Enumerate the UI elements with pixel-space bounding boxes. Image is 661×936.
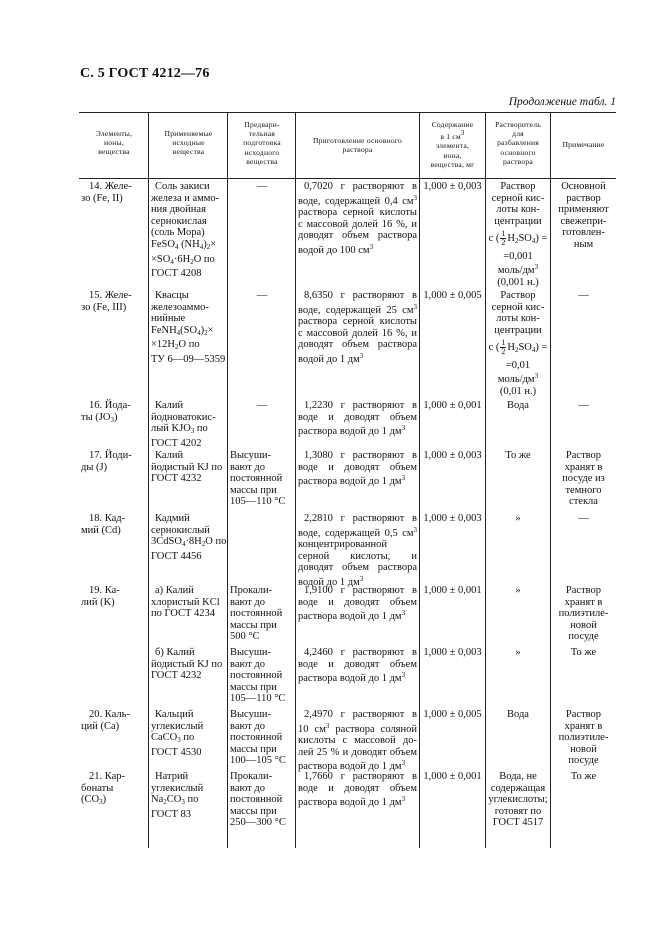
- source-substance: [151, 513, 227, 562]
- note-line: посуде: [568, 631, 599, 643]
- pretreatment-line: Высуши-: [230, 709, 272, 720]
- note-line: хранят в: [564, 461, 603, 473]
- pretreatment-line: постоянной: [230, 794, 283, 806]
- header-solvent: [487, 120, 549, 166]
- solvent-line: готовят по: [494, 805, 542, 817]
- solvent-line: лоты кон-: [496, 204, 540, 216]
- content-value: [421, 709, 484, 721]
- element-line: 16. Йода-: [89, 400, 131, 411]
- header-line: вещества: [172, 147, 205, 157]
- pretreatment-line: постоянной: [230, 670, 283, 682]
- preparation-line: 1,2230 г растворяют в: [304, 400, 417, 411]
- note: [552, 450, 615, 508]
- header-content: [421, 120, 484, 169]
- note: [552, 647, 615, 659]
- source-line: FeSO$_4$ $(NH_4)_2\times$: [151, 238, 217, 251]
- source-substance: [151, 181, 224, 280]
- pretreatment-line: вают до: [230, 720, 265, 732]
- source-line: ГОСТ 4232: [151, 473, 202, 485]
- content-line: 1,000 ± 0,003: [423, 181, 482, 192]
- preparation-line: 0,7020 г растворяют в: [304, 181, 417, 192]
- element-name: [81, 585, 145, 608]
- preparation-line: серной кислоты, и: [298, 550, 417, 562]
- preparation-line: 1,7660 г растворяют в: [304, 771, 417, 782]
- note-line: —: [578, 290, 589, 301]
- note: [552, 181, 615, 251]
- solvent-line: Раствор: [500, 290, 536, 301]
- source-line: б) Калий: [155, 647, 195, 658]
- preparation-line: воде и доводят объем: [298, 411, 417, 423]
- element-line: 14. Желе-: [89, 181, 132, 192]
- solvent-line: центрации: [494, 324, 542, 336]
- source-line: ГОСТ 4456: [151, 550, 202, 562]
- source-line: лый $KJO_3$ по: [151, 423, 208, 436]
- solvent: [487, 450, 549, 462]
- preparation-line: доводят объем раствора: [298, 562, 417, 574]
- pretreatment-line: постоянной: [230, 608, 283, 620]
- table-top-rule: [79, 112, 616, 113]
- concentration-formula: c ( $\frac{1}{2}$ $H_2SO_4$) =: [488, 229, 548, 248]
- content-value: [421, 181, 484, 193]
- solvent-line: »: [515, 513, 521, 524]
- source-line: CaCO$_3$ по: [151, 732, 195, 745]
- preparation: [298, 400, 417, 438]
- preparation-line: воде, содержащей 0,4 $см^3$: [298, 193, 417, 207]
- source-line: йодистый KJ по: [151, 658, 223, 670]
- note: [552, 709, 615, 767]
- pretreatment-line: массы при: [230, 484, 277, 496]
- note-line: —: [578, 400, 589, 411]
- column-divider: [550, 112, 551, 848]
- note-line: применяют: [558, 204, 609, 216]
- solvent-line: углекислоты;: [488, 794, 548, 806]
- column-divider: [419, 112, 420, 848]
- preparation-line: доводят объем раствора: [298, 230, 417, 242]
- source-substance: [151, 709, 224, 758]
- header-line: Примечание: [562, 140, 605, 149]
- solvent: [487, 771, 549, 829]
- source-line: ГОСТ 4208: [151, 268, 202, 280]
- solvent-line: Раствор: [500, 181, 536, 192]
- pretreatment: [230, 290, 294, 302]
- preparation-line: воде, содержащей 25 $см^3$: [298, 302, 417, 316]
- preparation-line: 10 $см^3$ раствора соляной: [298, 721, 417, 735]
- preparation-line: раствора водой до 1 $дм^3$: [298, 609, 406, 623]
- solvent-line: лоты кон-: [496, 313, 540, 325]
- element-line: $(CO_3)$: [81, 794, 107, 807]
- solvent: [487, 513, 549, 525]
- note-line: посуде из: [562, 473, 605, 485]
- header-source: [151, 129, 226, 157]
- pretreatment-line: Прокали-: [230, 771, 273, 782]
- content-line: 1,000 ± 0,005: [423, 709, 482, 720]
- header-line: в 1 $см^3$: [440, 129, 465, 142]
- note: [552, 513, 615, 525]
- source-line: нийные: [151, 313, 186, 325]
- header-line: для: [512, 129, 524, 139]
- preparation-line: водой до 1 $дм^3$: [298, 574, 364, 588]
- header-line: иона,: [443, 150, 462, 160]
- preparation-line: воде и доводят объем: [298, 596, 417, 608]
- source-line: (соль Мора): [151, 227, 205, 239]
- header-line: Применяемые: [164, 129, 213, 138]
- content-value: [421, 450, 484, 462]
- note-line: темного: [565, 484, 602, 496]
- pretreatment-line: 250—300 °С: [230, 817, 286, 829]
- solvent-line: Вода, не: [499, 771, 537, 782]
- pretreatment: [230, 647, 294, 705]
- table-continuation-label: Продолжение табл. 1: [508, 96, 616, 108]
- solvent: [487, 647, 549, 659]
- header-line: Содержание: [431, 120, 474, 129]
- pretreatment-line: вают до: [230, 461, 265, 473]
- solvent-line: содержащая: [490, 782, 546, 794]
- fraction: $\frac{1}{2}$: [501, 229, 506, 248]
- header-pretreat: [230, 120, 294, 166]
- pretreatment-line: постоянной: [230, 473, 283, 485]
- preparation-line: лей 25 % и доводят объем: [298, 746, 417, 758]
- preparation-line: 4,2460 г растворяют в: [304, 647, 417, 658]
- solvent-line: ГОСТ 4517: [492, 817, 544, 829]
- note-line: ным: [573, 238, 594, 250]
- source-line: Натрий: [155, 771, 189, 782]
- element-name: [81, 181, 145, 204]
- pretreatment-line: 105—110 °С: [230, 496, 286, 508]
- preparation-line: воде и доводят объем: [298, 461, 417, 473]
- header-line: Элементы,: [95, 129, 133, 138]
- solvent-line: центрации: [494, 215, 542, 227]
- pretreatment: [230, 709, 294, 767]
- source-substance: [151, 400, 224, 449]
- preparation: [298, 290, 417, 366]
- header-bottom-rule: [79, 178, 616, 179]
- preparation: [298, 513, 417, 589]
- pretreatment-line: —: [256, 400, 268, 411]
- preparation-line: раствора водой до 1 $дм^3$: [298, 795, 406, 809]
- solvent: [487, 709, 549, 721]
- header-line: раствора: [342, 145, 373, 155]
- header-line: вещества, мг: [430, 159, 475, 169]
- element-name: [81, 709, 145, 732]
- source-line: ГОСТ 4202: [151, 437, 202, 449]
- preparation: [298, 771, 417, 809]
- element-name: [81, 771, 145, 809]
- source-line: ГОСТ 4530: [151, 746, 202, 758]
- element-line: лий (K): [81, 596, 115, 608]
- solvent-line: Вода: [507, 400, 529, 411]
- source-substance: [151, 450, 224, 485]
- pretreatment: [230, 181, 294, 193]
- pretreatment-line: массы при: [230, 619, 277, 631]
- pretreatment-line: массы при: [230, 743, 277, 755]
- preparation: [298, 585, 417, 623]
- solvent-line: (0,01 н.): [499, 386, 537, 398]
- solvent-line: моль/$дм^3$: [497, 372, 539, 386]
- preparation-line: 2,4970 г растворяют в: [304, 709, 417, 720]
- concentration-formula: c ( $\frac{1}{2}$ $H_2SO_4$) =: [488, 338, 548, 357]
- source-line: ния двойная: [151, 204, 206, 216]
- source-line: Квасцы: [155, 290, 189, 301]
- note-line: полиэтиле-: [558, 608, 609, 620]
- column-divider: [227, 112, 228, 848]
- note-line: стекла: [569, 496, 598, 508]
- preparation: [298, 181, 417, 257]
- source-line: сернокислый: [151, 524, 210, 536]
- note-line: То же: [570, 771, 597, 782]
- element-line: 17. Йоди-: [89, 450, 132, 461]
- element-line: ты $(JO_3)$: [81, 411, 118, 424]
- pretreatment-line: вают до: [230, 596, 265, 608]
- solvent-line: (0,001 н.): [497, 277, 539, 289]
- element-line: мий (Cd): [81, 524, 121, 536]
- header-line: основного: [500, 147, 536, 157]
- pretreatment-line: Высуши-: [230, 450, 272, 461]
- note-line: Раствор: [565, 450, 602, 461]
- note-line: —: [578, 513, 589, 524]
- source-line: Калий: [155, 400, 184, 411]
- element-line: 21. Кар-: [89, 771, 126, 782]
- preparation-line: кислоты с массовой до-: [298, 735, 417, 747]
- preparation-line: раствора водой до 1 $дм^3$: [298, 424, 406, 438]
- source-line: Кадмий: [155, 513, 190, 524]
- solvent: [487, 290, 549, 398]
- header-line: подготовка: [243, 138, 281, 148]
- preparation-line: водой до 1 $дм^3$: [298, 351, 364, 365]
- solvent: [487, 400, 549, 412]
- content-value: [421, 513, 484, 525]
- element-line: зо (Fe, III): [81, 301, 127, 313]
- preparation-line: раствора водой до 1 $дм^3$: [298, 474, 406, 488]
- preparation-line: с массовой долей 16 %, и: [298, 327, 417, 339]
- header-line: исходные: [172, 138, 205, 148]
- preparation-line: с массовой долей 16 %, и: [298, 218, 417, 230]
- source-line: ГОСТ 4232: [151, 670, 202, 682]
- pretreatment: [230, 771, 294, 829]
- source-line: хлористый KCl: [151, 596, 220, 608]
- source-substance: [151, 290, 226, 366]
- header-line: ионы,: [104, 138, 124, 148]
- solvent: [487, 181, 549, 289]
- content-value: [421, 400, 484, 412]
- element-line: зо (Fe, II): [81, 192, 123, 204]
- source-line: Калий: [155, 450, 184, 461]
- source-line: йодноватокис-: [151, 411, 216, 423]
- pretreatment-line: Прокали-: [230, 585, 273, 596]
- source-line: железа и аммо-: [151, 192, 220, 204]
- reagent-table: [79, 112, 616, 848]
- content-line: 1,000 ± 0,003: [423, 647, 482, 658]
- source-line: железоаммо-: [151, 301, 209, 313]
- column-divider: [485, 112, 486, 848]
- element-line: 15. Желе-: [89, 290, 132, 301]
- solvent-line: =0,01: [505, 359, 531, 371]
- note: [552, 290, 615, 302]
- source-line: а) Калий: [155, 585, 194, 596]
- preparation: [298, 450, 417, 488]
- header-line: элемента,: [435, 141, 469, 151]
- source-line: ТУ 6—09—5359: [151, 353, 226, 365]
- solvent-line: серной кис-: [491, 301, 545, 313]
- solvent-line: серной кис-: [491, 192, 545, 204]
- header-elements: [81, 129, 147, 157]
- content-line: 1,000 ± 0,001: [423, 771, 482, 782]
- source-line: $3CdSO_4\cdot 8H_2O$ по: [151, 536, 227, 549]
- note: [552, 585, 615, 643]
- content-line: 1,000 ± 0,003: [423, 513, 482, 524]
- pretreatment-line: 500 °С: [230, 631, 260, 643]
- solvent-line: »: [515, 585, 521, 596]
- note-line: раствор: [566, 192, 601, 204]
- element-name: [81, 290, 145, 313]
- note: [552, 400, 615, 412]
- pretreatment: [230, 585, 294, 643]
- preparation-line: раствора серной кислоты: [298, 316, 417, 328]
- content-line: 1,000 ± 0,005: [423, 290, 482, 301]
- note-line: новой: [570, 743, 597, 755]
- element-name: [81, 400, 145, 426]
- header-line: вещества: [246, 156, 278, 166]
- note-line: хранят в: [564, 720, 603, 732]
- source-line: Соль закиси: [155, 181, 210, 192]
- preparation-line: воде и доводят объем: [298, 658, 417, 670]
- header-line: вещества: [98, 147, 130, 157]
- element-name: [81, 513, 145, 536]
- note-line: полиэтиле-: [558, 732, 609, 744]
- note: [552, 771, 615, 783]
- pretreatment: [230, 450, 294, 508]
- pretreatment-line: массы при: [230, 681, 277, 693]
- header-note: [552, 140, 615, 149]
- pretreatment-line: Высуши-: [230, 647, 272, 658]
- source-line: углекислый: [151, 720, 204, 732]
- note-line: Основной: [561, 181, 606, 192]
- note-line: посуде: [568, 755, 599, 767]
- source-line: по ГОСТ 4234: [151, 608, 216, 620]
- preparation: [298, 709, 417, 773]
- preparation-line: воде и доводят объем: [298, 782, 417, 794]
- note-line: Раствор: [565, 585, 602, 596]
- pretreatment-line: 105—110 °С: [230, 693, 286, 705]
- preparation-line: раствора серной кислоты: [298, 207, 417, 219]
- note-line: То же: [570, 647, 597, 658]
- fraction: $\frac{1}{2}$: [501, 338, 506, 357]
- pretreatment-line: —: [256, 290, 268, 301]
- pretreatment-line: —: [256, 181, 268, 192]
- content-value: [421, 647, 484, 659]
- header-line: Приготовление основного: [312, 136, 402, 145]
- preparation-line: водой до 100 $см^3$: [298, 242, 374, 256]
- solvent: [487, 585, 549, 597]
- content-line: 1,000 ± 0,001: [423, 400, 482, 411]
- header-line: исходного: [244, 147, 280, 157]
- source-line: йодистый KJ по: [151, 461, 223, 473]
- preparation-line: концентрированной: [298, 539, 388, 551]
- content-line: 1,000 ± 0,003: [423, 450, 482, 461]
- pretreatment-line: массы при: [230, 805, 277, 817]
- preparation-line: 2,2810 г растворяют в: [304, 513, 417, 524]
- preparation-line: 8,6350 г растворяют в: [304, 290, 417, 301]
- pretreatment-line: постоянной: [230, 732, 283, 744]
- source-line: углекислый: [151, 782, 204, 794]
- note-line: готовлен-: [562, 227, 605, 239]
- pretreatment-line: вают до: [230, 658, 265, 670]
- preparation-line: воде, содержащей 0,5 $см^3$: [298, 525, 417, 539]
- source-substance: [151, 647, 224, 682]
- element-line: бонаты: [81, 782, 114, 794]
- content-value: [421, 290, 484, 302]
- header-prep: [298, 136, 417, 154]
- solvent-line: »: [515, 647, 521, 658]
- element-line: ций (Ca): [81, 720, 120, 732]
- header-line: раствора: [503, 156, 533, 166]
- note-line: хранят в: [564, 596, 603, 608]
- source-line: сернокислая: [151, 215, 207, 227]
- source-line: $\times 12H_2O$ по: [151, 339, 200, 352]
- element-line: ды (J): [81, 461, 108, 473]
- header-line: тельная: [248, 129, 276, 139]
- source-line: ГОСТ 83: [151, 808, 192, 820]
- source-line: $Na_2CO_3$ по: [151, 794, 199, 807]
- pretreatment-line: вают до: [230, 782, 265, 794]
- header-line: Предвари-: [244, 120, 280, 129]
- note-line: свежепри-: [560, 215, 607, 227]
- element-line: 18. Кад-: [89, 513, 126, 524]
- pretreatment-line: 100—105 °С: [230, 755, 286, 767]
- solvent-line: моль/$дм^3$: [497, 263, 539, 277]
- content-value: [421, 585, 484, 597]
- preparation-line: доводят объем раствора: [298, 339, 417, 351]
- preparation-line: 1,9100 г растворяют в: [304, 585, 417, 596]
- preparation-line: 1,3080 г растворяют в: [304, 450, 417, 461]
- source-line: $\times SO_4\cdot 6H_2O$ по: [151, 253, 215, 266]
- content-value: [421, 771, 484, 783]
- source-substance: [151, 771, 224, 820]
- element-name: [81, 450, 145, 473]
- page-header: С. 5 ГОСТ 4212—76: [80, 66, 210, 81]
- content-line: 1,000 ± 0,001: [423, 585, 482, 596]
- column-divider: [295, 112, 296, 848]
- solvent-line: То же: [505, 450, 531, 461]
- solvent-line: Вода: [507, 709, 529, 720]
- source-line: $FeNH_4(SO_4)_2\times$: [151, 324, 214, 337]
- source-substance: [151, 585, 224, 620]
- column-divider: [148, 112, 149, 848]
- note-line: Раствор: [565, 709, 602, 720]
- element-line: 19. Ка-: [89, 585, 120, 596]
- pretreatment: [230, 400, 294, 412]
- source-line: Кальций: [155, 709, 194, 720]
- preparation: [298, 647, 417, 685]
- preparation-line: раствора водой до 1 $дм^3$: [298, 671, 406, 685]
- header-line: Растворитель: [495, 120, 541, 129]
- header-line: разбавления: [497, 138, 539, 148]
- element-line: 20. Каль-: [89, 709, 130, 720]
- preparation-line: раствора водой до 1 $дм^3$: [298, 759, 406, 773]
- solvent-line: =0,001: [503, 250, 533, 262]
- note-line: новой: [570, 619, 597, 631]
